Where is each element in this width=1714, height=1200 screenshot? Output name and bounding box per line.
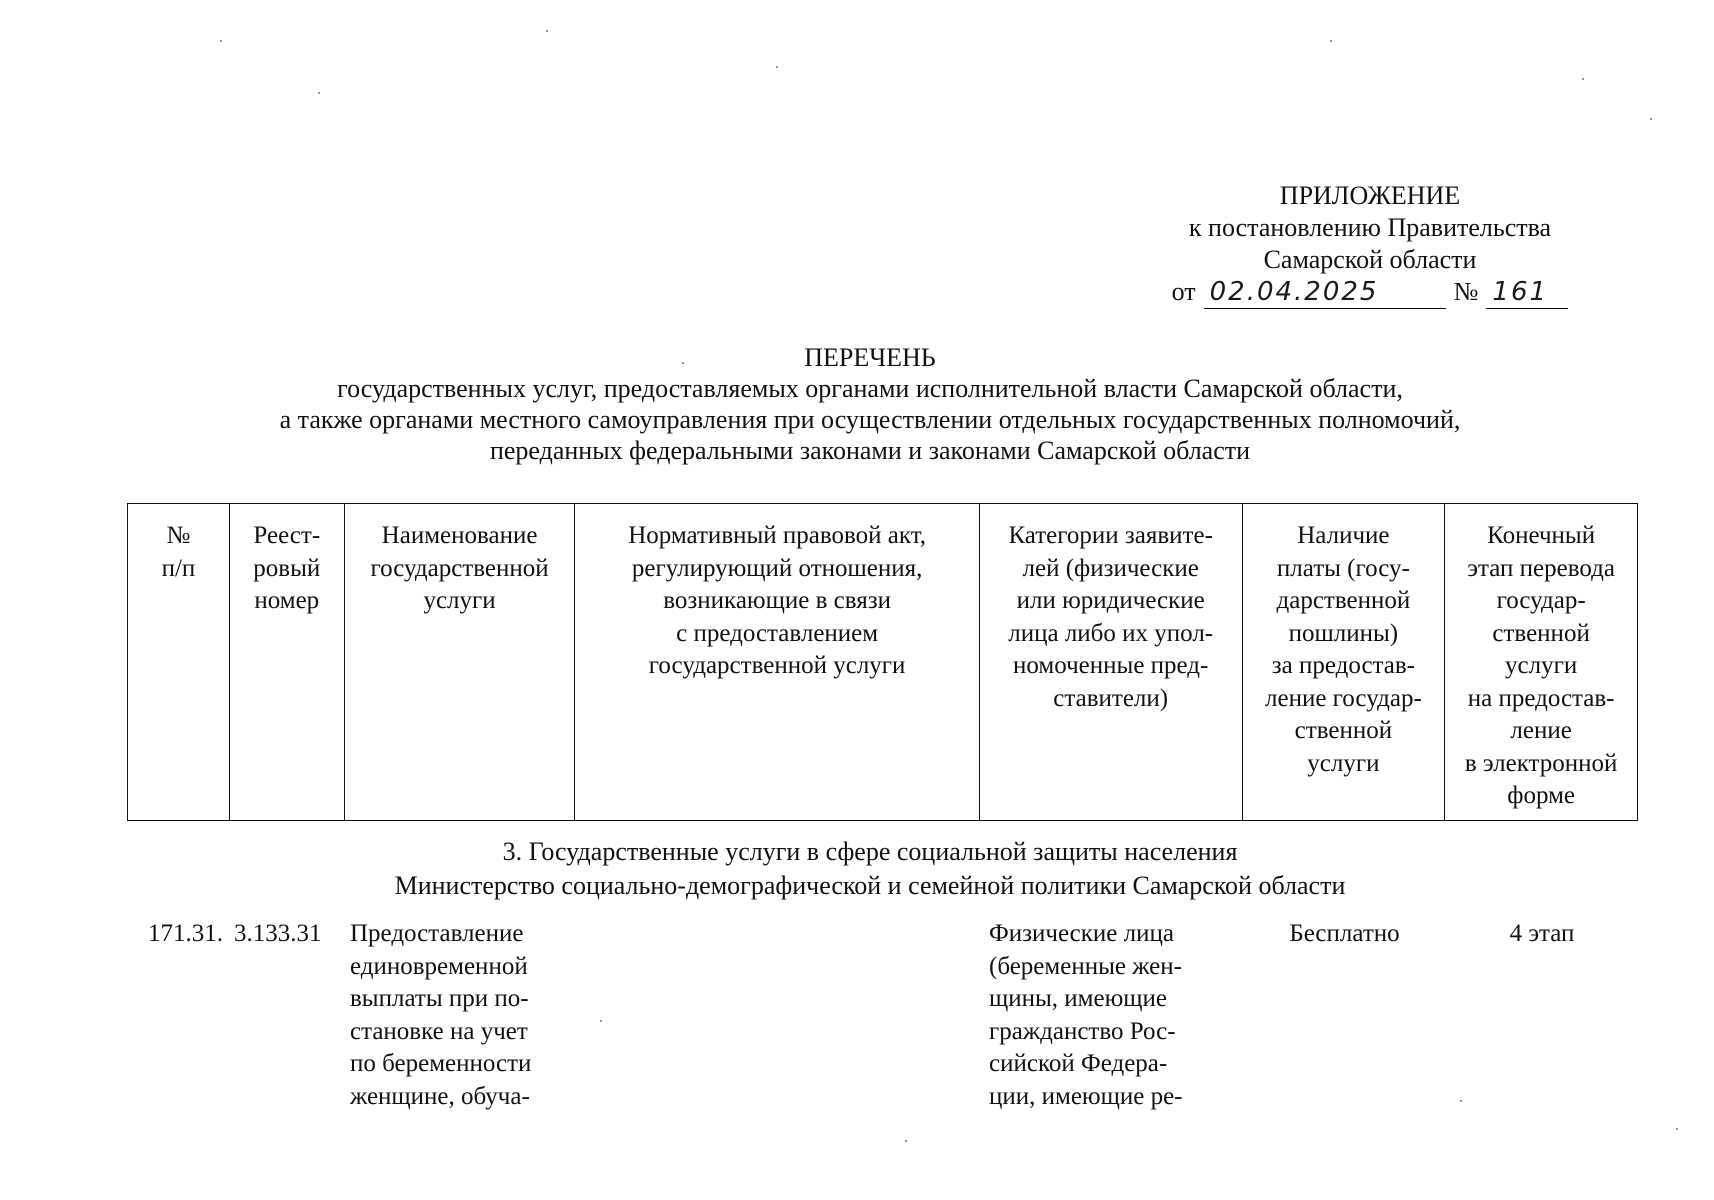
scan-speck	[600, 1020, 602, 1022]
header-line: за предостав-	[1271, 652, 1416, 679]
scan-speck	[1650, 118, 1652, 120]
header-line: услуги	[1505, 652, 1578, 679]
handwritten-number: 161	[1486, 276, 1568, 309]
cell-line: щины, имеющие	[989, 985, 1168, 1012]
header-line: ственной	[1492, 619, 1590, 647]
header-cell-number	[128, 504, 230, 820]
cell-line: женщине, обуча-	[350, 1082, 530, 1110]
header-line: п/п	[161, 554, 196, 582]
scan-speck	[776, 66, 778, 68]
row-service-name	[344, 918, 575, 1113]
handwritten-date: 02.04.2025	[1204, 276, 1446, 309]
number-prefix: №	[1453, 277, 1479, 306]
header-cell-fee	[1243, 504, 1446, 820]
header-line: №	[166, 522, 191, 549]
header-line: лей (физические	[1022, 554, 1199, 582]
cell-line: Предоставление	[350, 920, 524, 947]
row-applicant-category	[980, 918, 1243, 1113]
row-final-stage: 4 этап	[1509, 920, 1575, 947]
section-heading	[100, 835, 1640, 903]
appendix-date-number-line	[1110, 276, 1630, 309]
scan-speck	[546, 30, 548, 32]
header-cell-registry	[230, 504, 345, 820]
header-cell-applicant-category	[980, 504, 1243, 820]
header-line: государственной услуги	[648, 652, 906, 679]
header-cell-final-stage	[1445, 504, 1637, 820]
header-line: Реест-	[253, 522, 321, 549]
header-line: государ-	[1496, 587, 1586, 614]
document-title	[100, 342, 1640, 466]
header-line: Наличие	[1297, 522, 1390, 549]
appendix-title: ПРИЛОЖЕНИЕ	[1279, 181, 1461, 210]
header-line: регулирующий отношения,	[631, 554, 923, 582]
header-cell-legal-act	[575, 504, 979, 820]
header-line: пошлины)	[1288, 619, 1399, 647]
header-line: ставители)	[1053, 684, 1169, 712]
cell-line: сийской Федера-	[989, 1050, 1168, 1077]
table-header	[127, 503, 1638, 821]
header-line: ственной	[1294, 717, 1393, 744]
document-title-line-1: государственных услуг, предоставляемых органами исполнительной власти Самарской области,	[337, 374, 1403, 403]
scan-speck	[1582, 78, 1584, 80]
row-legal-act	[575, 918, 980, 1113]
header-line: дарственной	[1276, 587, 1411, 614]
scan-speck	[1676, 1128, 1678, 1130]
header-line: с предоставлением	[676, 619, 879, 647]
scan-speck	[905, 1140, 907, 1142]
row-registry-number: 3.133.31	[234, 920, 322, 947]
row-number: 171.31.	[148, 920, 223, 947]
header-line: этап перевода	[1467, 554, 1615, 582]
document-title-line-3: переданных федеральными законами и законами Самарской области	[489, 436, 1251, 465]
header-cell-service-name	[345, 504, 576, 820]
header-line: в электронной	[1464, 749, 1618, 777]
header-line: платы (госу-	[1276, 554, 1410, 582]
header-line: Нормативный правовой акт,	[628, 522, 927, 549]
header-line: лица либо их упол-	[1008, 619, 1214, 647]
document-title-line-2: а также органами местного самоуправления при осуществлении отдельных государственных полномочий,	[279, 405, 1461, 434]
header-line: государственной	[370, 554, 549, 582]
scan-speck	[318, 92, 320, 94]
header-line: номер	[254, 587, 320, 614]
cell-line: по беременности	[350, 1050, 532, 1077]
header-line: номоченные пред-	[1013, 652, 1209, 679]
header-line: Конечный	[1487, 522, 1596, 549]
header-line: Категории заявите-	[1008, 522, 1213, 549]
table-row	[127, 918, 1638, 1113]
cell-line: выплаты при по-	[350, 985, 529, 1012]
header-line: ление	[1510, 717, 1572, 744]
header-line: услуги	[1307, 749, 1380, 777]
scan-speck	[1330, 40, 1332, 42]
header-line: ровый	[253, 554, 321, 582]
header-line: или юридические	[1016, 587, 1205, 614]
appendix-line-2: к постановлению Правительства	[1188, 213, 1552, 242]
cell-line: (беременные жен-	[989, 952, 1182, 980]
header-line: услуги	[423, 587, 496, 614]
header-line: форме	[1507, 782, 1575, 809]
cell-line: Физические лица	[989, 920, 1174, 947]
section-title: 3. Государственные услуги в сфере социальной защиты населения	[502, 837, 1238, 866]
scan-speck	[1460, 1100, 1462, 1102]
cell-line: гражданство Рос-	[989, 1017, 1176, 1045]
appendix-line-3: Самарской области	[1263, 245, 1477, 274]
scan-speck	[220, 40, 222, 42]
scan-speck	[682, 362, 684, 364]
appendix-block	[1110, 180, 1630, 309]
cell-line: ции, имеющие ре-	[989, 1082, 1183, 1110]
section-ministry: Министерство социально-демографической и семейной политики Самарской области	[394, 871, 1346, 900]
header-line: ление государ-	[1265, 684, 1422, 712]
header-line: возникающие в связи	[663, 587, 891, 614]
row-fee: Бесплатно	[1289, 920, 1400, 947]
cell-line: становке на учет	[350, 1017, 528, 1045]
header-line: Наименование	[381, 522, 538, 549]
date-prefix: от	[1171, 277, 1196, 306]
header-line: на предостав-	[1467, 684, 1615, 712]
cell-line: единовременной	[350, 952, 528, 980]
document-heading: ПЕРЕЧЕНЬ	[804, 343, 936, 372]
